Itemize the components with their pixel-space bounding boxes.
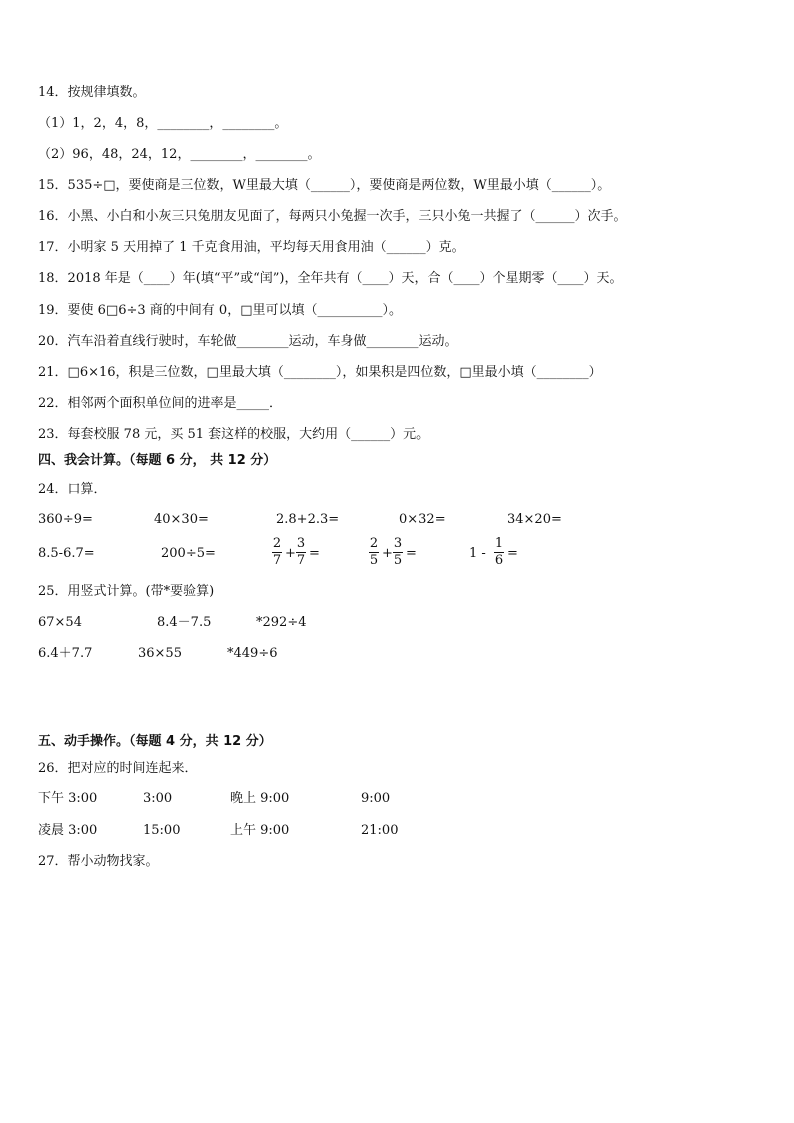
time-item: 9:00	[361, 791, 391, 806]
vertical-calc-item: 6.4＋7.7	[38, 646, 93, 661]
q26-title: 26．把对应的时间连起来．	[38, 761, 198, 776]
time-item: 15:00	[143, 823, 181, 838]
oral-item: 8.5-6.7=	[38, 546, 95, 561]
fraction-equals: =	[309, 546, 320, 561]
q23: 23．每套校服 78 元，买 51 套这样的校服，大约用（______）元。	[38, 427, 430, 442]
q17: 17．小明家 5 天用掉了 1 千克食用油，平均每天用食用油（______）克。	[38, 240, 465, 255]
time-item: 凌晨 3:00	[38, 823, 98, 838]
q27: 27．帮小动物找家。	[38, 854, 159, 869]
time-item: 上午 9:00	[230, 823, 290, 838]
time-item: 3:00	[143, 791, 173, 806]
q15: 15．535÷□，要使商是三位数，W里最大填（______），要使商是两位数，W里最小填（______）。	[38, 178, 611, 193]
oral-item: 2.8+2.3=	[276, 512, 340, 527]
q20: 20．汽车沿着直线行驶时，车轮做________运动，车身做________运动。	[38, 334, 458, 349]
fraction-equals: =	[406, 546, 417, 561]
fraction-numerator-a: $\frac{2}{7}$	[272, 536, 282, 568]
vertical-calc-item: *449÷6	[227, 646, 278, 661]
q18: 18．2018 年是（____）年(填“平”或“闰”)，全年共有（____）天，合（____）个星期零（____）天。	[38, 271, 623, 286]
vertical-calc-item: *292÷4	[256, 615, 307, 630]
oral-item: 0×32=	[399, 512, 446, 527]
oral-item: 34×20=	[507, 512, 562, 527]
vertical-calc-item: 8.4－7.5	[157, 615, 212, 630]
q19: 19．要使 6□6÷3 商的中间有 0，□里可以填（__________）。	[38, 303, 402, 318]
q14-part1: （1）1，2，4，8，________，________。	[38, 116, 288, 131]
time-item: 晚上 9:00	[230, 791, 290, 806]
oral-item: 360÷9=	[38, 512, 93, 527]
oral-item: 40×30=	[154, 512, 209, 527]
fraction-operator: +	[285, 546, 296, 561]
q24-title: 24．口算．	[38, 482, 107, 497]
vertical-calc-item: 36×55	[138, 646, 182, 661]
q16: 16．小黑、小白和小灰三只兔朋友见面了，每两只小兔握一次手，三只小兔一共握了（______）次手。	[38, 209, 627, 224]
fraction-a: $\frac{2}{5}$	[369, 536, 379, 568]
time-item: 下午 3:00	[38, 791, 98, 806]
q21: 21．□6×16，积是三位数，□里最大填（________），如果积是四位数，□里最小填（________）	[38, 365, 602, 380]
fraction-equals: =	[507, 546, 518, 561]
time-item: 21:00	[361, 823, 399, 838]
fraction-operator: +	[382, 546, 393, 561]
section5-title: 五、动手操作。（每题 4 分，共 12 分）	[38, 734, 272, 749]
fraction-b: $\frac{3}{7}$	[296, 536, 306, 568]
q14-title: 14．按规律填数。	[38, 85, 146, 100]
q22: 22．相邻两个面积单位间的进率是_____．	[38, 396, 283, 411]
fraction-b: $\frac{3}{5}$	[393, 536, 403, 568]
section4-title: 四、我会计算。（每题 6 分， 共 12 分）	[38, 453, 277, 468]
q14-part2: （2）96，48，24，12，________，________。	[38, 147, 321, 162]
fraction-lead: 1 -	[469, 546, 486, 561]
fraction-b: $\frac{1}{6}$	[494, 536, 504, 568]
oral-item: 200÷5=	[161, 546, 216, 561]
vertical-calc-item: 67×54	[38, 615, 82, 630]
q25-title: 25．用竖式计算。(带*要验算)	[38, 584, 215, 599]
